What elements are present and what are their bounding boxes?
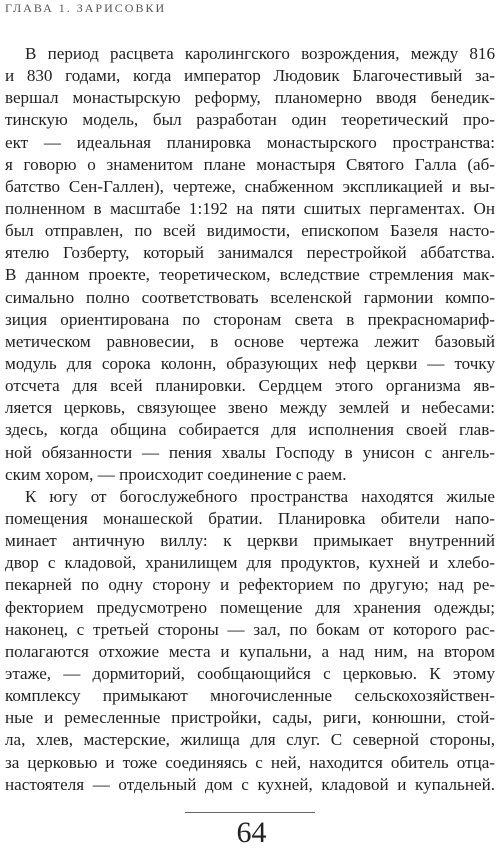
running-head: ГЛАВА 1. ЗАРИСОВКИ: [5, 1, 167, 15]
body-text: [5, 43, 495, 796]
text-line: ляется церковь, связующее звено между землей и небесами:: [5, 398, 495, 418]
text-line: батство Сен-Галлен), чертеже, снабженном экспликацией и вы-: [5, 176, 495, 196]
text-line: модуль для сорока колонн, образующих неф церкви — точку: [5, 353, 495, 373]
text-line: В данном проекте, теоретическом, вследствие стремления мак-: [5, 265, 495, 285]
text-line: симально полно соответствовать вселенской гармонии компо-: [5, 287, 495, 307]
text-line: К югу от богослужебного пространства находятся жилые: [25, 486, 495, 506]
text-line: здесь, когда община собирается для исполнения своей глав-: [5, 420, 495, 440]
text-line: ятелю Гозберту, который занимался перестройкой аббатства.: [5, 243, 495, 263]
text-line: пекарней по одну сторону и рефекторием по другую; над ре-: [5, 575, 495, 595]
text-line: за церковью и тоже соединяясь с ней, находится обитель отца-: [5, 752, 495, 772]
text-line: полагаются отхожие места и купальни, а над ним, на втором: [5, 641, 495, 661]
paragraph-2: [5, 486, 495, 796]
text-line: наконец, с третьей стороны — зал, по бокам от которого рас-: [5, 619, 495, 639]
text-line: зиция ориентирована по сторонам света в прекрасномариф-: [5, 309, 495, 329]
text-line: двор с кладовой, хранилищем для продуктов, кухней и хлебо-: [5, 553, 495, 573]
text-line: полненном в масштабе 1:192 на пяти сшитых пергаментах. Он: [5, 198, 495, 218]
text-line: тинскую модель, был разработан один теоретический про-: [5, 110, 495, 130]
text-line: метическом равновесии, в основе чертежа лежит базовый: [5, 331, 495, 351]
text-line: и 830 годами, когда император Людовик Благочестивый за-: [5, 66, 495, 86]
page-number: 64: [236, 816, 267, 849]
text-line: этаже, — дормиторий, сообщающийся с церковью. К этому: [5, 663, 495, 683]
text-line: комплексу примыкают многочисленные сельскохозяйствен-: [5, 686, 495, 706]
text-line: ной обязанности — пения хвалы Господу в унисон с ангель-: [5, 442, 495, 462]
text-line: ные и ремесленные пристройки, сады, риги, конюшни, стой-: [5, 708, 495, 728]
text-line: отсчета для всей планировки. Сердцем этого организма яв-: [5, 376, 495, 396]
text-line: помещения монашеской братии. Планировка обители напо-: [5, 508, 495, 528]
text-line: ла, хлев, мастерские, жилища для слуг. С северной стороны,: [5, 730, 495, 750]
text-line: я говорю о знаменитом плане монастыря Святого Галла (аб-: [5, 154, 495, 174]
text-line: минает античную виллу: к церкви примыкает внутренний: [5, 531, 495, 551]
paragraph-1: [5, 43, 495, 486]
text-line: был отправлен, по всей видимости, епископом Базеля насто-: [5, 221, 495, 241]
text-line: ским хором, — происходит соединение с раем.: [5, 464, 347, 484]
text-line: вершал монастырскую реформу, планомерно вводя бенедик-: [5, 88, 495, 108]
text-line: фекторием предусмотрено помещение для хранения одежды;: [5, 597, 495, 617]
text-line: настоятеля — отдельный дом с кухней, кладовой и купальней.: [5, 774, 495, 794]
footer-rule: [185, 812, 315, 813]
text-line: ект — идеальная планировка монастырского пространства:: [5, 132, 495, 152]
text-line: В период расцвета каролингского возрождения, между 816: [25, 44, 495, 63]
